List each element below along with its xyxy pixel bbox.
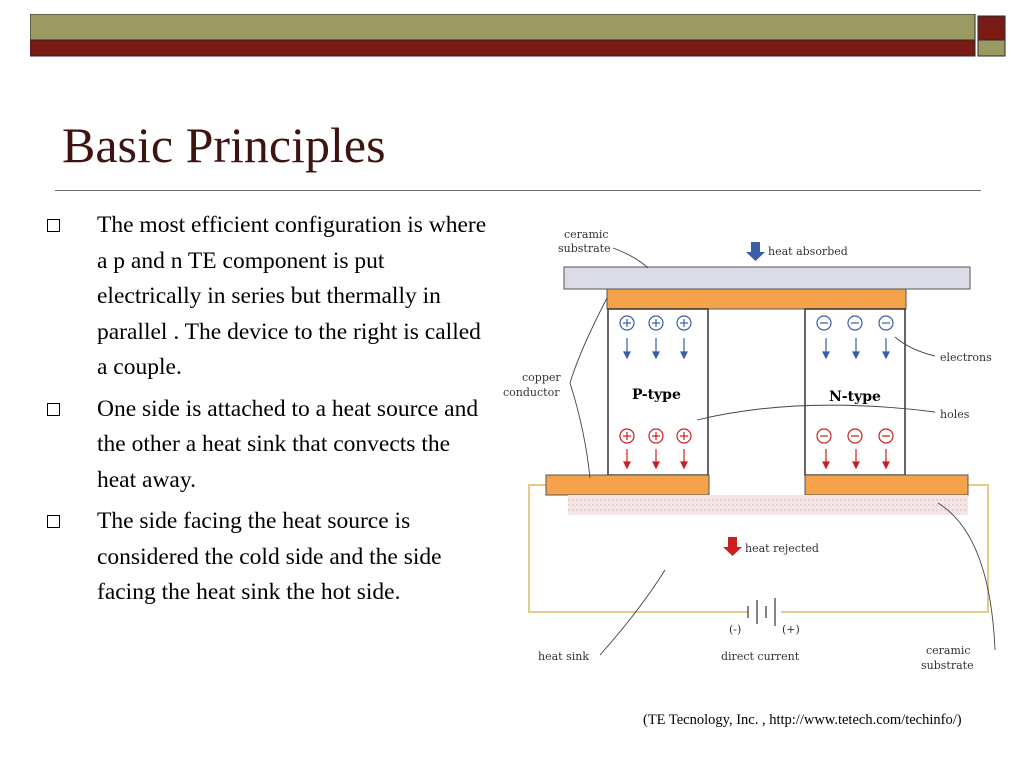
label-holes: holes <box>940 408 970 421</box>
label-heat-sink: heat sink <box>538 650 589 663</box>
bottom-copper-conductor-right <box>805 475 968 495</box>
top-copper-conductor <box>607 289 906 309</box>
square-bullet-icon <box>47 219 60 232</box>
bullet-text: The side facing the heat source is considered the cold side and the side facing the heat sink the hot side. <box>97 508 442 605</box>
label-conductor: conductor <box>503 386 560 399</box>
slide-title: Basic Principles <box>62 117 386 173</box>
label-direct-current: direct current <box>721 650 800 663</box>
label-heat-absorbed: heat absorbed <box>768 245 848 258</box>
top-ceramic-substrate <box>564 267 970 289</box>
label-copper: copper <box>522 371 561 384</box>
bullet-list <box>40 208 490 617</box>
battery-icon <box>748 598 775 626</box>
label-ceramic-top: ceramic <box>564 228 609 241</box>
bullet-item <box>40 208 490 386</box>
label-p-type: P-type <box>632 387 681 403</box>
bullet-text: One side is attached to a heat source and the other a heat sink that convects the heat away. <box>97 395 479 493</box>
label-substrate-bottom: substrate <box>921 659 974 672</box>
label-n-type: N-type <box>829 389 881 405</box>
square-bullet-icon <box>47 515 60 528</box>
label-plus: (+) <box>782 623 800 636</box>
bullet-text: The most efficient configuration is where a p and n TE component is put electrically in series but thermally in parallel . The device to the right is called a couple. <box>97 212 487 380</box>
label-minus: (-) <box>729 623 742 636</box>
label-electrons: electrons <box>940 351 992 364</box>
title-divider <box>55 190 981 191</box>
label-ceramic-bottom: ceramic <box>926 644 971 657</box>
thermoelectric-couple-diagram <box>495 220 1015 680</box>
square-bullet-icon <box>47 403 60 416</box>
heat-absorbed-arrow-icon <box>746 242 765 261</box>
bullet-item <box>40 392 490 499</box>
bullet-item <box>40 504 490 611</box>
label-heat-rejected: heat rejected <box>745 542 819 555</box>
heat-rejected-arrow-icon <box>723 537 742 556</box>
source-caption: (TE Tecnology, Inc. , http://www.tetech.com/techinfo/) <box>643 712 962 728</box>
top-decorative-bar <box>30 14 1024 58</box>
label-substrate-top: substrate <box>558 242 611 255</box>
bottom-copper-conductor-left <box>546 475 709 495</box>
